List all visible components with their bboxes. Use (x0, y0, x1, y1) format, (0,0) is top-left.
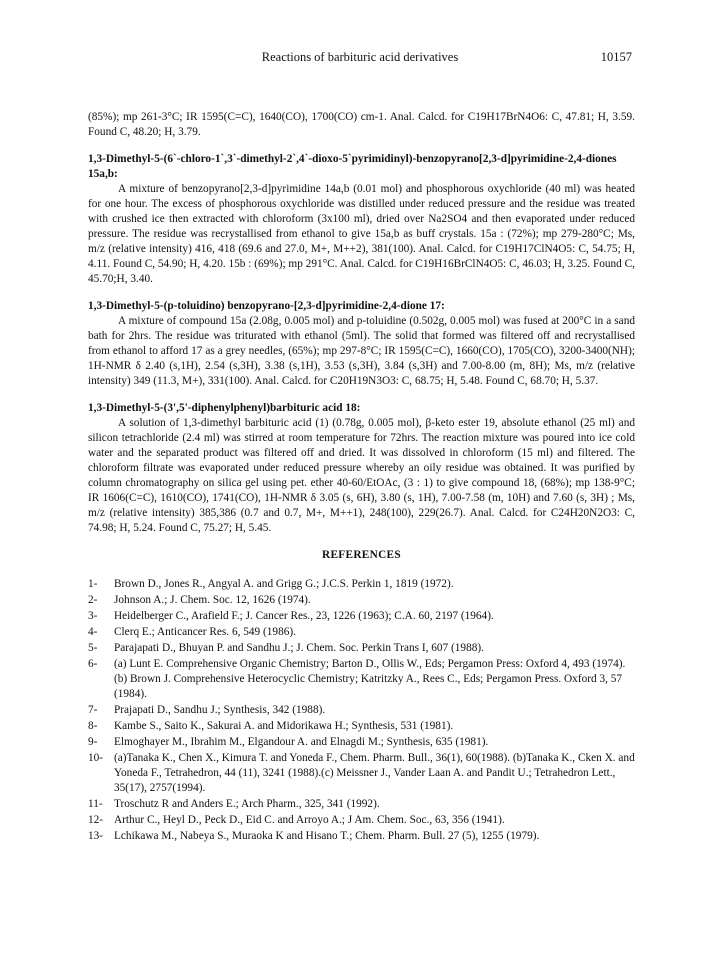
reference-number: 11- (88, 798, 103, 810)
reference-number: 13- (88, 830, 104, 842)
compound-heading: 1,3-Dimethyl-5-(3',5'-diphenylphenyl)barbituric acid 18: (88, 402, 361, 414)
running-header (0, 50, 720, 70)
reference-number: 8- (88, 720, 98, 732)
reference-item (88, 625, 635, 640)
reference-item (88, 593, 635, 608)
reference-text: Prajapati D., Sandhu J.; Synthesis, 342 (1988). (114, 704, 326, 716)
reference-text: Arthur C., Heyl D., Peck D., Eid C. and Arroyo A.; J Am. Chem. Soc., 63, 356 (1941). (114, 814, 505, 826)
compound-heading: 1,3-Dimethyl-5-(p-toluidino) benzopyrano-[2,3-d]pyrimidine-2,4-dione 17: (88, 300, 445, 312)
reference-item (88, 577, 635, 592)
reference-item (88, 719, 635, 734)
paragraph-body: A mixture of compound 15a (2.08g, 0.005 mol) and p-toluidine (0.502g, 0.005 mol) was fused at 200°C in a sand bath for 2hrs. The residue was triturated with ethanol (5ml). The solid that formed was filtered off and recrystallised from ethanol to afford 17 as a grey needles, (65%); mp 297-8°C; IR 1595(C=C), 1660(CO), 1705(CO), 3200-3400(NH); 1H-NMR δ 2.40 (s,1H), 2.54 (s,3H), 3.38 (s,1H), 3.53 (s,3H), 3.84 (s,3H) and 7.00-8.00 (m, 8H); Ms, m/z (relative intensity) 349 (11.3, M+), 331(100). Anal. Calcd. for C20H19N3O3: C, 68.75; H, 5.48. Found C, 68.70; H, 5.37. (88, 315, 635, 387)
reference-number: 9- (88, 736, 98, 748)
reference-item (88, 797, 635, 812)
reference-text: (a) Lunt E. Comprehensive Organic Chemistry; Barton D., Ollis W., Eds; Pergamon Press: Oxford 4, 493 (1974). (b) Brown J. Comprehensive Heterocyclic Chemistry; Katritzky A., Rees C., Eds; Pergamon Press. Oxford 3, 57 (1984). (114, 658, 626, 700)
reference-text: Troschutz R and Anders E.; Arch Pharm., 325, 341 (1992). (114, 798, 380, 810)
main-text (88, 110, 635, 845)
reference-text: Brown D., Jones R., Angyal A. and Grigg G.; J.C.S. Perkin 1, 1819 (1972). (114, 578, 454, 590)
reference-number: 7- (88, 704, 98, 716)
reference-item (88, 751, 635, 796)
reference-item (88, 641, 635, 656)
reference-text: Lchikawa M., Nabeya S., Muraoka K and Hisano T.; Chem. Pharm. Bull. 27 (5), 1255 (1979). (114, 830, 540, 842)
reference-number: 4- (88, 626, 98, 638)
reference-text: Heidelberger C., Arafield F.; J. Cancer Res., 23, 1226 (1963); C.A. 60, 2197 (1964). (114, 610, 494, 622)
reference-number: 2- (88, 594, 98, 606)
reference-number: 5- (88, 642, 98, 654)
reference-text: Kambe S., Saito K., Sakurai A. and Midorikawa H.; Synthesis, 531 (1981). (114, 720, 454, 732)
paragraph-body: (85%); mp 261-3°C; IR 1595(C=C), 1640(CO), 1700(CO) cm-1. Anal. Calcd. for C19H17BrN4O6: C, 47.81; H, 3.59. Found C, 48.20; H, 3.79. (88, 111, 635, 138)
references-heading: REFERENCES (322, 549, 401, 561)
reference-item (88, 813, 635, 828)
reference-text: Johnson A.; J. Chem. Soc. 12, 1626 (1974). (114, 594, 311, 606)
reference-text: Parajapati D., Bhuyan P. and Sandhu J.; J. Chem. Soc. Perkin Trans I, 607 (1988). (114, 642, 484, 654)
reference-text: Elmoghayer M., Ibrahim M., Elgandour A. and Elnagdi M.; Synthesis, 635 (1981). (114, 736, 489, 748)
reference-number: 3- (88, 610, 98, 622)
compound-heading: 1,3-Dimethyl-5-(6`-chloro-1`,3`-dimethyl-2`,4`-dioxo-5`pyrimidinyl)-benzopyrano[2,3-d]pyrimidine-2,4-diones 15a,b: (88, 153, 617, 180)
experimental-paragraph (88, 401, 635, 536)
paragraph-body: A mixture of benzopyrano[2,3-d]pyrimidine 14a,b (0.01 mol) and phosphorous oxychloride (40 ml) was heated for one hour. The excess of phosphorous oxychloride was distilled under reduced pressure and the residue was treated with crushed ice then extracted with chloroform (3x100 ml), dried over Na2SO4 and then evaporated under reduced pressure. The residue was recrystallised from ethanol to give 15a,b as buff crystals. 15a : (72%); mp 279-280°C; Ms, m/z (relative intensity) 416, 418 (69.6 and 27.0, M+, M++2), 381(100). Anal. Calcd. for C19H17ClN4O5: C, 54.75; H, 4.11. Found C, 54.90; H, 4.20. 15b : (69%); mp 291°C. Anal. Calcd. for C19H16BrClN4O5: C, 46.03; H, 3.25. Found C, 45.70;H, 3.40. (88, 183, 635, 285)
reference-item (88, 703, 635, 718)
experimental-paragraph (88, 110, 635, 140)
reference-item (88, 735, 635, 750)
running-title: Reactions of barbituric acid derivatives (261, 50, 459, 64)
reference-text: (a)Tanaka K., Chen X., Kimura T. and Yoneda F., Chem. Pharm. Bull., 36(1), 60(1988). (b)Tanaka K., Cken X. and Yoneda F., Tetrahedron, 44 (11), 3241 (1988).(c) Meissner J., Vander Laan A. and Pandit U.; Tetrahedron Lett., 35(17), 2757(1994). (114, 752, 635, 794)
experimental-paragraph (88, 152, 635, 287)
reference-item (88, 829, 635, 844)
reference-number: 10- (88, 752, 104, 764)
reference-number: 6- (88, 658, 98, 670)
paragraph-body: A solution of 1,3-dimethyl barbituric acid (1) (0.78g, 0.005 mol), β-keto ester 19, absolute ethanol (25 ml) and silicon tetrachloride (2.4 ml) was stirred at room temperature for 72hrs. The reaction mixture was poured into ice cold water and the separated product was filtered off and dried. It was dissolved in chloroform (15 ml) and filtered. The chloroform filtrate was evaporated under reduced pressure whereby an oily residue was obtained. It was purified by column chromatography on silica gel using pet. ether 40-60/EtOAc, (3 : 1) to give compound 18, (68%); mp 138-9°C; IR 1606(C=C), 1610(CO), 1741(CO), 1H-NMR δ 3.05 (s, 6H), 3.80 (s, 1H), 7.00-7.58 (m, 10H) and 7.60 (s, 3H) ; Ms, m/z (relative intensity) 385,386 (0.7 and 0.7, M+, M++1), 248(100), 229(26.7). Anal. Calcd. for C24H20N2O3: C, 74.98; H, 5.24. Found C, 75.27; H, 5.45. (88, 417, 635, 534)
reference-item (88, 657, 635, 702)
page-number: 10157 (600, 50, 632, 64)
reference-list (88, 577, 635, 844)
reference-number: 12- (88, 814, 104, 826)
reference-text: Clerq E.; Anticancer Res. 6, 549 (1986). (114, 626, 296, 638)
reference-item (88, 609, 635, 624)
reference-number: 1- (88, 578, 98, 590)
experimental-paragraph (88, 299, 635, 389)
